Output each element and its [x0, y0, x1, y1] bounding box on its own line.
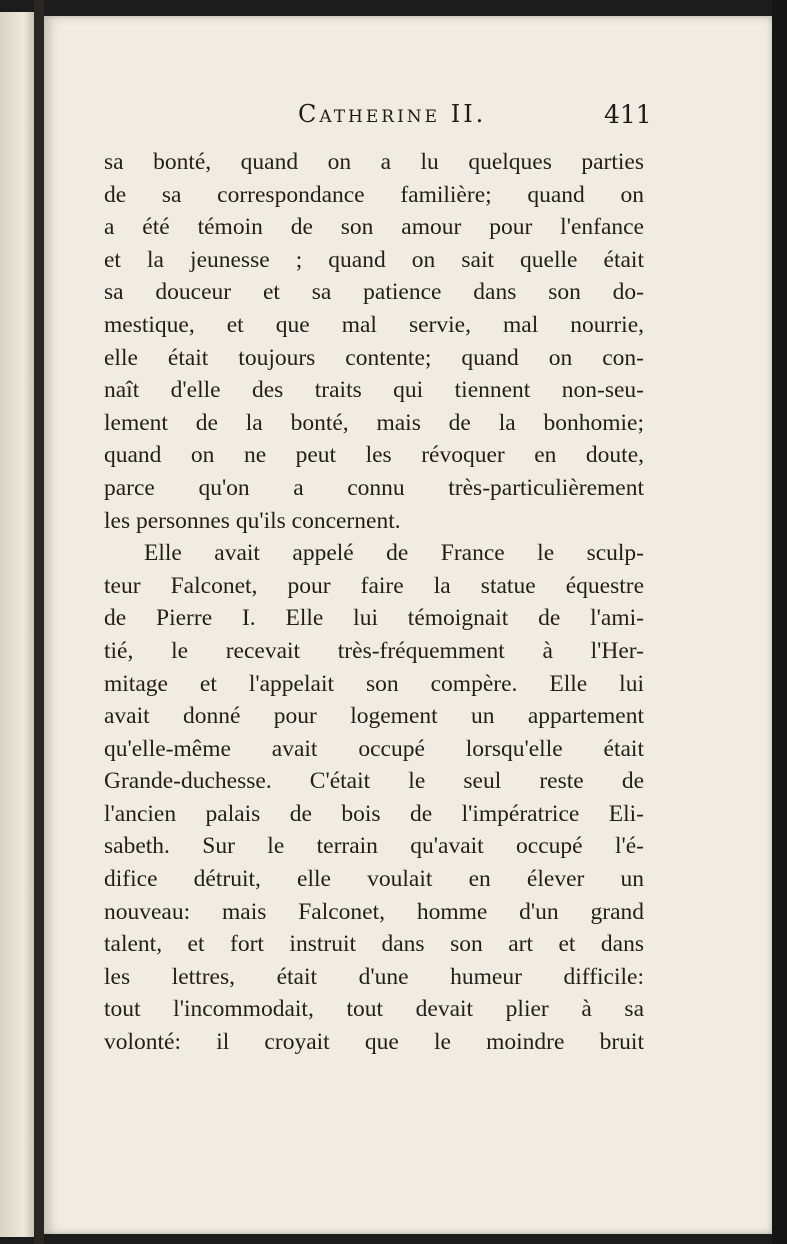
text-line: naît d'elle des traits qui tiennent non-seu- — [104, 377, 644, 404]
text-line: mestique, et que mal servie, mal nourrie, — [104, 311, 644, 338]
text-line: volonté: il croyait que le moindre bruit — [104, 1029, 644, 1056]
text-line: nouveau: mais Falconet, homme d'un grand — [104, 898, 644, 925]
text-line: Grande-duchesse. C'était le seul reste de — [104, 768, 644, 795]
running-title: Catherine II. — [298, 100, 487, 128]
text-line: de sa correspondance familière; quand on — [104, 181, 644, 208]
book-gutter — [34, 0, 44, 1244]
text-line: sabeth. Sur le terrain qu'avait occupé l'é- — [104, 833, 644, 860]
text-line: de Pierre I. Elle lui témoignait de l'ami- — [104, 605, 644, 632]
text-line: talent, et fort instruit dans son art et dans — [104, 931, 644, 958]
text-line: les lettres, était d'une humeur difficile: — [104, 963, 644, 990]
text-line: sa bonté, quand on a lu quelques parties — [104, 149, 644, 175]
text-line: parce qu'on a connu très-particulièrement — [104, 474, 644, 501]
page-header — [44, 100, 772, 140]
page-number: 411 — [604, 100, 652, 129]
scan-border — [772, 0, 787, 1244]
text-line: tié, le recevait très-fréquemment à l'Her- — [104, 637, 644, 664]
text-line: a été témoin de son amour pour l'enfance — [104, 214, 644, 241]
text-line: mitage et l'appelait son compère. Elle lui — [104, 670, 644, 697]
text-line: lement de la bonté, mais de la bonhomie; — [104, 409, 644, 436]
text-line: teur Falconet, pour faire la statue équestre — [104, 572, 644, 599]
text-line: Elle avait appelé de France le sculp- — [144, 540, 644, 567]
text-line: difice détruit, elle voulait en élever un — [104, 866, 644, 893]
text-line: quand on ne peut les révoquer en doute, — [104, 442, 644, 469]
text-line: elle était toujours contente; quand on con- — [104, 344, 644, 371]
text-line: sa douceur et sa patience dans son do- — [104, 279, 644, 306]
body-text — [104, 146, 644, 1059]
text-line: et la jeunesse ; quand on sait quelle était — [104, 246, 644, 273]
previous-page-edge — [0, 12, 36, 1237]
text-line: l'ancien palais de bois de l'impératrice Eli- — [104, 800, 644, 827]
text-line: qu'elle-même avait occupé lorsqu'elle était — [104, 735, 644, 762]
text-line: avait donné pour logement un appartement — [104, 703, 644, 730]
text-line: les personnes qu'ils concernent. — [104, 507, 401, 534]
text-line: tout l'incommodait, tout devait plier à sa — [104, 996, 644, 1023]
